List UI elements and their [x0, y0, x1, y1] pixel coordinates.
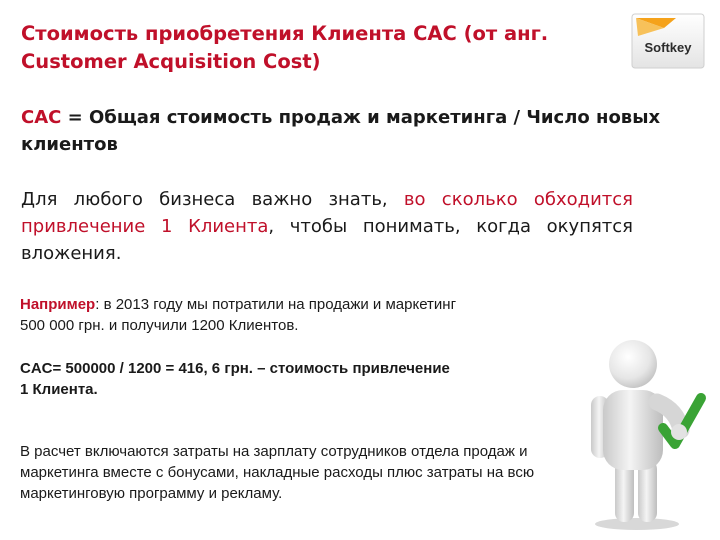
formula-acronym: CAC [21, 107, 62, 128]
calculation-line-1: CAC= 500000 / 1200 = 416, 6 грн. – стоимость привлечение [20, 360, 450, 377]
intro-part-1: Для любого бизнеса важно знать, [21, 189, 404, 210]
cac-formula [21, 104, 711, 158]
formula-text: = Общая стоимость продаж и маркетинга / Число новых клиентов [21, 107, 661, 155]
intro-paragraph [21, 186, 633, 267]
title-line-1: Стоимость приобретения Клиента CAC (от анг. [21, 22, 549, 45]
example-label: Например [20, 296, 96, 313]
intro-part-2: , чтобы понимать, когда окупятся вложения. [21, 216, 633, 264]
logo-text: Softkey [644, 40, 692, 55]
intro-highlight: во сколько обходится привлечение 1 Клиента [21, 189, 633, 237]
calculation [20, 358, 550, 400]
calculation-line-2: 1 Клиента. [20, 381, 98, 398]
example-text: : в 2013 году мы потратили на продажи и маркетинг 500 000 грн. и получили 1200 Клиентов. [20, 296, 457, 334]
person-with-checkmark-icon [565, 332, 715, 532]
example-paragraph [20, 294, 480, 336]
expenses-paragraph: В расчет включаются затраты на зарплату сотрудников отдела продаж и маркетинга вместе с бонусами, накладные расходы плюс затраты на всю маркетинговую программу и рекламу. [20, 443, 535, 502]
title-line-2: Customer Acquisition Cost) [21, 50, 321, 73]
softkey-logo [630, 12, 706, 70]
slide-title [21, 20, 601, 76]
